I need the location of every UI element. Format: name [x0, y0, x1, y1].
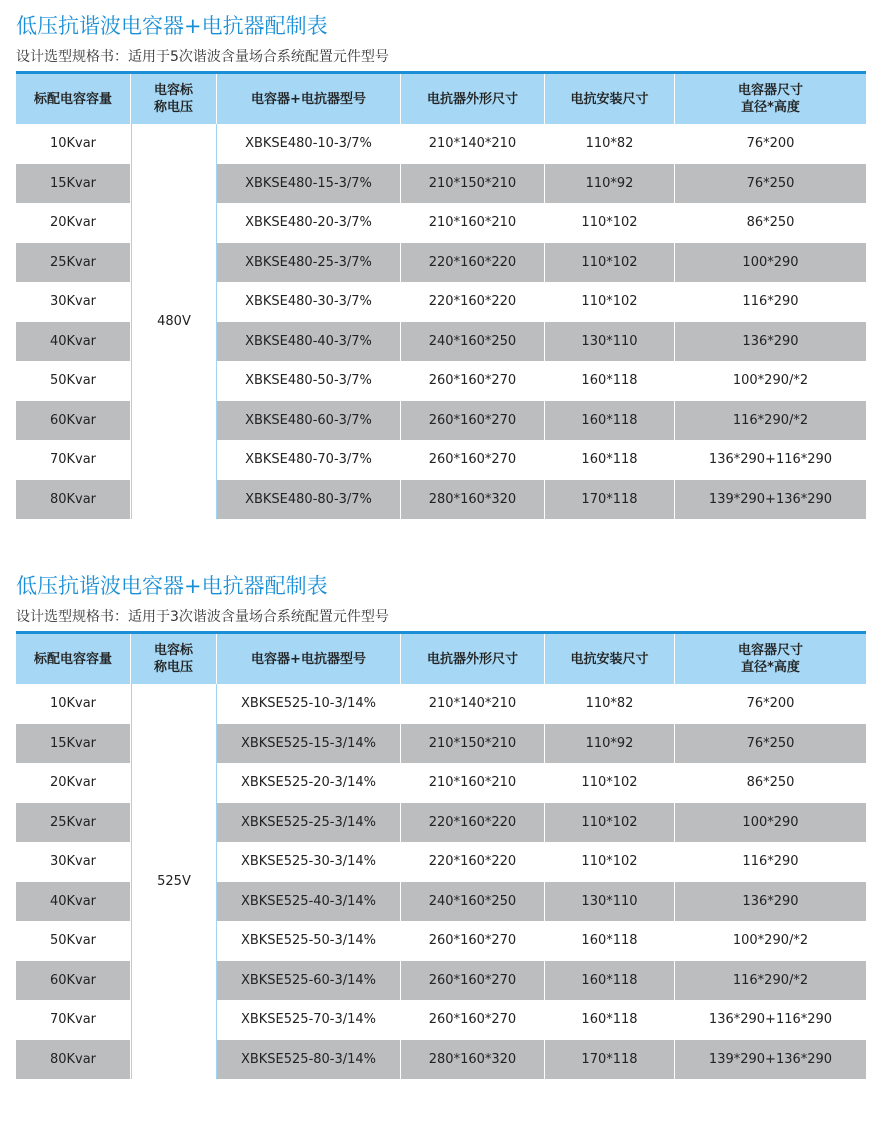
cell-capacitor-dimensions: 116*290/*2 — [675, 961, 866, 1001]
cell-model: XBKSE525-25-3/14% — [217, 803, 401, 843]
table-header-row — [16, 631, 866, 684]
cell-capacity: 70Kvar — [16, 1000, 131, 1040]
cell-reactor-dimensions: 210*160*210 — [401, 763, 545, 803]
cell-reactor-dimensions: 260*160*270 — [401, 401, 545, 441]
cell-capacity: 60Kvar — [16, 401, 131, 441]
header-model — [217, 634, 401, 684]
cell-capacity: 80Kvar — [16, 1040, 131, 1080]
cell-capacitor-dimensions: 139*290+136*290 — [675, 1040, 866, 1080]
cell-reactor-mounting: 110*102 — [545, 842, 675, 882]
header-capacity — [16, 634, 131, 684]
header-label: 电抗安装尺寸 — [570, 651, 649, 667]
table-header-row — [16, 71, 866, 124]
header-label: 标配电容容量 — [33, 91, 112, 107]
cell-capacitor-dimensions: 76*200 — [746, 136, 795, 152]
cell-rated-voltage-merged: 480V — [131, 124, 217, 519]
cell-reactor-dimensions: 280*160*320 — [401, 1040, 545, 1080]
header-label: 电容标 称电压 — [153, 643, 193, 675]
cell-model: XBKSE480-25-3/7% — [217, 243, 401, 283]
config-table-section-3rd-harmonic — [16, 572, 866, 1079]
header-rated-voltage — [131, 634, 217, 684]
cell-reactor-dimensions: 210*150*210 — [401, 724, 545, 764]
cell-capacitor-dimensions: 116*290 — [742, 294, 799, 310]
cell-capacitor-dimensions: 100*290 — [675, 803, 866, 843]
table-body — [16, 124, 866, 519]
cell-model: XBKSE525-15-3/14% — [217, 724, 401, 764]
header-rated-voltage — [131, 74, 217, 124]
cell-capacitor-dimensions: 100*290/*2 — [732, 373, 809, 389]
cell-model: XBKSE480-20-3/7% — [217, 203, 401, 243]
cell-model: XBKSE480-60-3/7% — [217, 401, 401, 441]
cell-capacity: 25Kvar — [16, 243, 131, 283]
cell-capacity: 10Kvar — [16, 124, 131, 164]
header-capacity — [16, 74, 131, 124]
header-reactor-dimensions — [401, 74, 545, 124]
cell-model: XBKSE525-70-3/14% — [217, 1000, 401, 1040]
cell-reactor-dimensions: 210*150*210 — [401, 164, 545, 204]
header-label: 电抗器外形尺寸 — [426, 91, 518, 107]
cell-capacitor-dimensions: 76*250 — [675, 724, 866, 764]
cell-reactor-dimensions: 260*160*270 — [401, 440, 545, 480]
cell-reactor-mounting: 130*110 — [545, 882, 675, 922]
cell-capacity: 10Kvar — [16, 684, 131, 724]
cell-capacitor-dimensions: 76*250 — [675, 164, 866, 204]
cell-reactor-dimensions: 240*160*250 — [401, 322, 545, 362]
cell-model: XBKSE480-50-3/7% — [217, 361, 401, 401]
cell-model: XBKSE480-80-3/7% — [217, 480, 401, 520]
cell-capacity: 20Kvar — [16, 763, 131, 803]
header-reactor-dimensions — [401, 634, 545, 684]
cell-capacity: 50Kvar — [16, 361, 131, 401]
cell-reactor-dimensions: 280*160*320 — [401, 480, 545, 520]
cell-model: XBKSE480-70-3/7% — [217, 440, 401, 480]
cell-reactor-mounting: 160*118 — [545, 361, 675, 401]
cell-capacity: 60Kvar — [16, 961, 131, 1001]
cell-capacitor-dimensions: 86*250 — [746, 215, 795, 231]
cell-rated-voltage-merged: 525V — [131, 684, 217, 1079]
cell-capacity: 50Kvar — [16, 921, 131, 961]
cell-capacity: 30Kvar — [16, 842, 131, 882]
header-reactor-mounting — [545, 634, 675, 684]
cell-capacitor-dimensions: 136*290+116*290 — [708, 452, 833, 468]
cell-capacity: 70Kvar — [16, 440, 131, 480]
header-capacitor-dimensions — [675, 634, 866, 684]
cell-reactor-dimensions: 220*160*220 — [401, 842, 545, 882]
cell-capacitor-dimensions: 86*250 — [746, 775, 795, 791]
header-model — [217, 74, 401, 124]
cell-reactor-mounting: 110*82 — [545, 684, 675, 724]
cell-reactor-mounting: 160*118 — [545, 440, 675, 480]
cell-model: XBKSE525-10-3/14% — [217, 684, 401, 724]
header-label: 电容器+电抗器型号 — [251, 651, 366, 667]
header-label: 电容器+电抗器型号 — [251, 91, 366, 107]
table-subtitle: 设计选型规格书：适用于5次谐波含量场合系统配置元件型号 — [16, 49, 389, 65]
header-label: 电抗安装尺寸 — [570, 91, 649, 107]
cell-reactor-mounting: 170*118 — [545, 480, 675, 520]
cell-reactor-dimensions: 260*160*270 — [401, 361, 545, 401]
cell-model: XBKSE480-10-3/7% — [217, 124, 401, 164]
cell-capacitor-dimensions: 76*200 — [746, 696, 795, 712]
cell-capacity: 30Kvar — [16, 282, 131, 322]
cell-model: XBKSE525-50-3/14% — [217, 921, 401, 961]
cell-reactor-dimensions: 220*160*220 — [401, 803, 545, 843]
cell-capacitor-dimensions: 136*290 — [675, 882, 866, 922]
table-body — [16, 684, 866, 1079]
cell-reactor-mounting: 160*118 — [545, 961, 675, 1001]
header-label: 电容器尺寸 直径*高度 — [737, 643, 803, 675]
table-subtitle: 设计选型规格书：适用于3次谐波含量场合系统配置元件型号 — [16, 609, 389, 625]
table-title: 低压抗谐波电容器+电抗器配制表 — [16, 14, 328, 38]
cell-capacitor-dimensions: 116*290 — [742, 854, 799, 870]
cell-reactor-mounting: 110*102 — [545, 243, 675, 283]
cell-reactor-mounting: 110*92 — [545, 724, 675, 764]
cell-capacitor-dimensions: 100*290/*2 — [732, 933, 809, 949]
cell-capacity: 25Kvar — [16, 803, 131, 843]
cell-model: XBKSE480-40-3/7% — [217, 322, 401, 362]
cell-model: XBKSE525-40-3/14% — [217, 882, 401, 922]
header-label: 电容标 称电压 — [153, 83, 193, 115]
cell-model: XBKSE525-30-3/14% — [217, 842, 401, 882]
cell-capacitor-dimensions: 139*290+136*290 — [675, 480, 866, 520]
cell-reactor-mounting: 130*110 — [545, 322, 675, 362]
cell-capacity: 40Kvar — [16, 322, 131, 362]
cell-capacity: 15Kvar — [16, 164, 131, 204]
cell-capacity: 20Kvar — [16, 203, 131, 243]
cell-reactor-mounting: 110*82 — [545, 124, 675, 164]
table-title: 低压抗谐波电容器+电抗器配制表 — [16, 574, 328, 598]
cell-reactor-mounting: 170*118 — [545, 1040, 675, 1080]
cell-reactor-dimensions: 220*160*220 — [401, 243, 545, 283]
cell-reactor-dimensions: 210*160*210 — [401, 203, 545, 243]
cell-reactor-mounting: 160*118 — [545, 921, 675, 961]
cell-reactor-dimensions: 260*160*270 — [401, 1000, 545, 1040]
cell-capacitor-dimensions: 136*290 — [675, 322, 866, 362]
cell-reactor-mounting: 110*102 — [545, 803, 675, 843]
header-label: 标配电容容量 — [33, 651, 112, 667]
cell-capacity: 15Kvar — [16, 724, 131, 764]
cell-reactor-mounting: 160*118 — [545, 1000, 675, 1040]
header-label: 电抗器外形尺寸 — [426, 651, 518, 667]
cell-reactor-dimensions: 210*140*210 — [401, 124, 545, 164]
cell-reactor-mounting: 110*102 — [545, 763, 675, 803]
cell-model: XBKSE525-20-3/14% — [217, 763, 401, 803]
cell-capacitor-dimensions: 100*290 — [675, 243, 866, 283]
cell-reactor-dimensions: 260*160*270 — [401, 921, 545, 961]
cell-reactor-mounting: 110*92 — [545, 164, 675, 204]
config-table-section-5th-harmonic — [16, 12, 866, 519]
cell-reactor-mounting: 160*118 — [545, 401, 675, 441]
cell-reactor-dimensions: 210*140*210 — [401, 684, 545, 724]
cell-capacitor-dimensions: 116*290/*2 — [675, 401, 866, 441]
cell-reactor-dimensions: 220*160*220 — [401, 282, 545, 322]
header-reactor-mounting — [545, 74, 675, 124]
cell-model: XBKSE480-30-3/7% — [217, 282, 401, 322]
cell-model: XBKSE525-60-3/14% — [217, 961, 401, 1001]
cell-reactor-mounting: 110*102 — [545, 203, 675, 243]
header-label: 电容器尺寸 直径*高度 — [737, 83, 803, 115]
cell-reactor-dimensions: 240*160*250 — [401, 882, 545, 922]
cell-reactor-dimensions: 260*160*270 — [401, 961, 545, 1001]
cell-capacity: 80Kvar — [16, 480, 131, 520]
cell-model: XBKSE525-80-3/14% — [217, 1040, 401, 1080]
cell-capacitor-dimensions: 136*290+116*290 — [708, 1012, 833, 1028]
cell-capacity: 40Kvar — [16, 882, 131, 922]
cell-reactor-mounting: 110*102 — [545, 282, 675, 322]
header-capacitor-dimensions — [675, 74, 866, 124]
cell-model: XBKSE480-15-3/7% — [217, 164, 401, 204]
